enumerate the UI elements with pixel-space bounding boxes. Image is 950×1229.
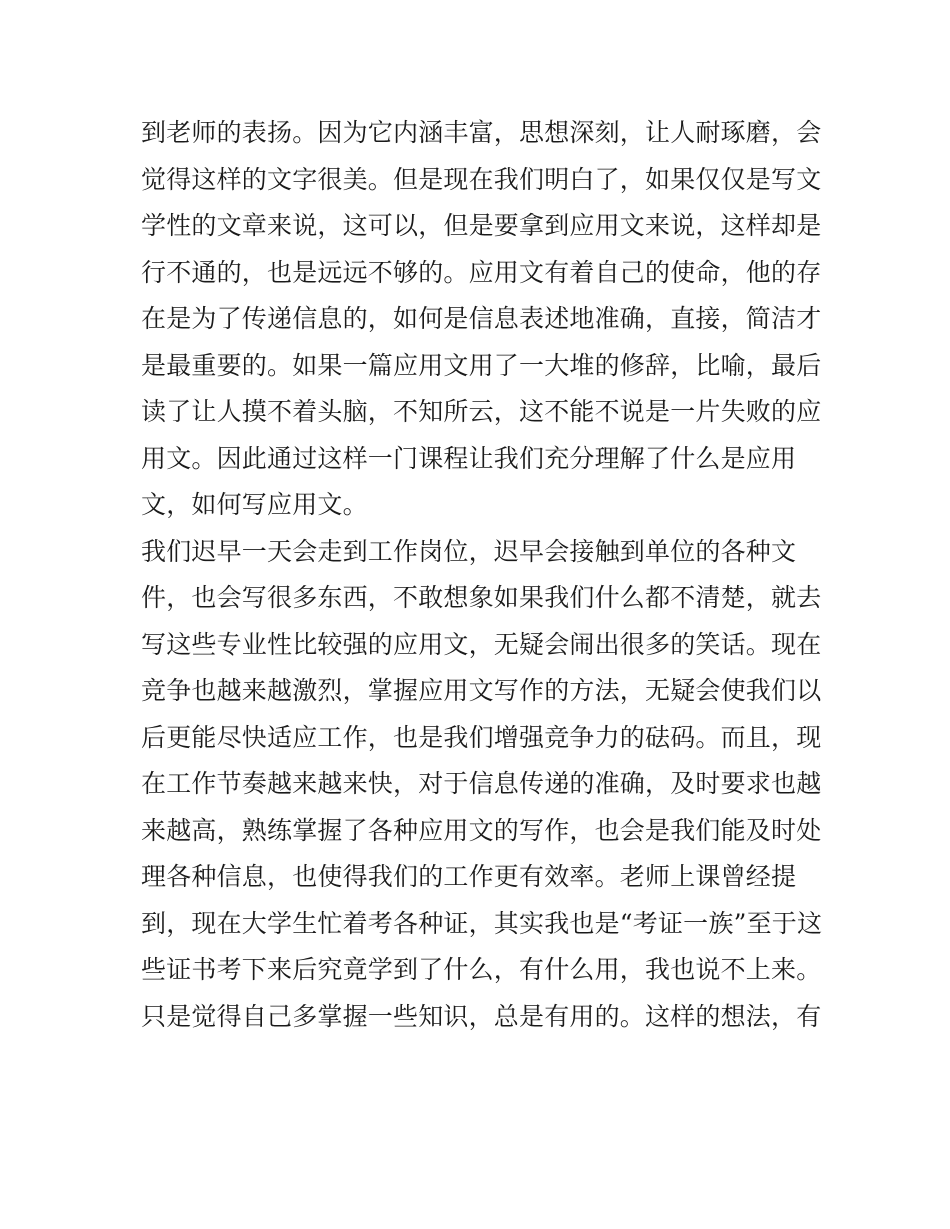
text-line: 是最重要的。如果一篇应用文用了一大堆的修辞，比喻，最后	[141, 350, 822, 380]
text-line: 在是为了传递信息的，如何是信息表述地准确，直接，简洁才	[141, 304, 822, 333]
text-line: 竞争也越来越激烈，掌握应用文写作的方法，无疑会使我们以	[141, 676, 822, 705]
text-line: 些证书考下来后究竟学到了什么，有什么用，我也说不上来。	[141, 955, 822, 984]
text-line: 觉得这样的文字很美。但是现在我们明白了，如果仅仅是写文	[141, 164, 822, 194]
text-line: 在工作节奏越来越来快，对于信息传递的准确，及时要求也越	[141, 769, 822, 798]
text-line: 我们迟早一天会走到工作岗位，迟早会接触到单位的各种文	[141, 536, 797, 566]
text-line: 到，现在大学生忙着考各种证，其实我也是“考证一族”至于这	[141, 908, 823, 938]
text-line: 只是觉得自己多掌握一些知识，总是有用的。这样的想法，有	[141, 1001, 822, 1031]
text-line: 后更能尽快适应工作，也是我们增强竞争力的砝码。而且，现	[141, 722, 822, 752]
text-line: 到老师的表扬。因为它内涵丰富，思想深刻，让人耐琢磨，会	[141, 118, 822, 147]
text-line: 来越高，熟练掌握了各种应用文的写作，也会是我们能及时处	[141, 815, 822, 845]
text-line: 行不通的，也是远远不够的。应用文有着自己的使命，他的存	[141, 257, 822, 287]
text-line: 件，也会写很多东西，不敢想象如果我们什么都不清楚，就去	[141, 583, 822, 612]
text-line: 读了让人摸不着头脑，不知所云，这不能不说是一片失败的应	[141, 397, 822, 426]
text-line: 理各种信息，也使得我们的工作更有效率。老师上课曾经提	[141, 862, 797, 891]
text-line: 文，如何写应用文。	[141, 490, 368, 519]
text-line: 学性的文章来说，这可以，但是要拿到应用文来说，这样却是	[141, 211, 822, 240]
text-line: 用文。因此通过这样一门课程让我们充分理解了什么是应用	[141, 443, 797, 473]
text-line: 写这些专业性比较强的应用文，无疑会闹出很多的笑话。现在	[141, 629, 822, 659]
body-text	[141, 110, 821, 1040]
